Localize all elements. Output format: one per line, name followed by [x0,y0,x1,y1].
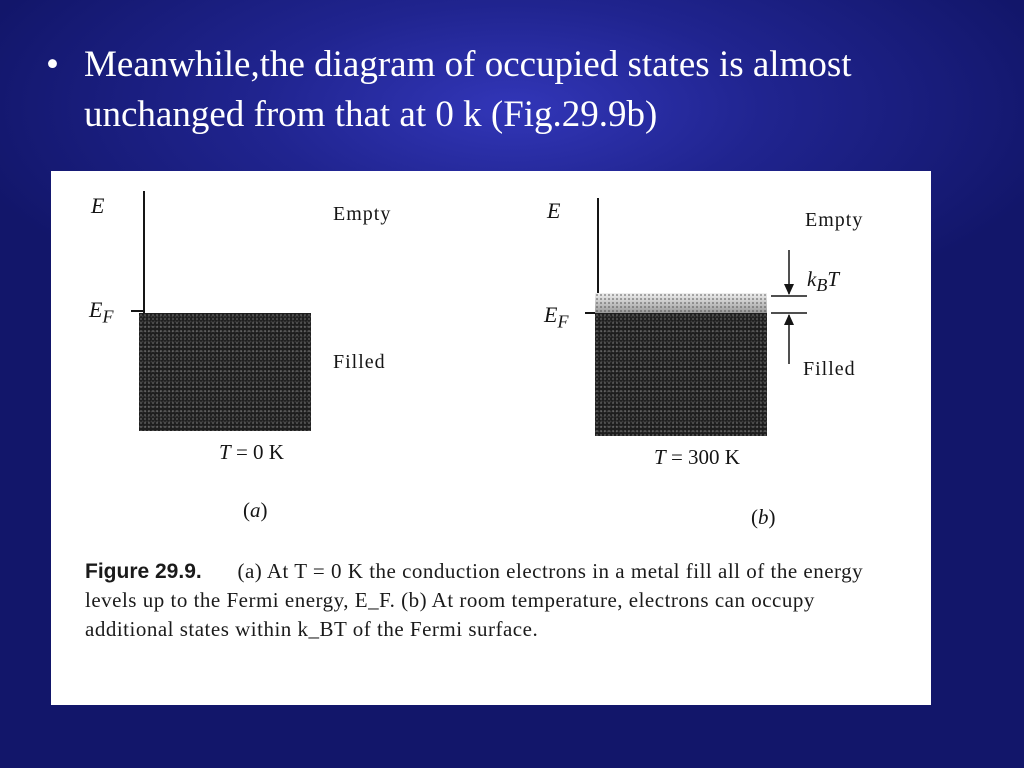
fermi-level-label-a [89,297,113,327]
panel-letter-b [751,505,776,530]
energy-axis-label-b: E [547,198,561,223]
kbt-subscript: B [816,275,828,296]
panel-letter-text-b: b [758,505,769,529]
panel-paren-close-b: ) [768,505,776,529]
fermi-subscript-b: F [557,311,569,332]
kbt-up-arrowhead [784,314,794,325]
bullet-point [46,40,976,140]
temp-value-b: = 300 K [670,445,740,469]
temp-symbol-b: T [654,445,666,469]
fermi-tick-a [131,310,145,312]
kbt-label [807,267,839,296]
filled-states-block-a [139,313,311,431]
filled-label-b: Filled [803,358,856,380]
figure-image [51,171,931,705]
empty-label-a: Empty [333,203,392,225]
panel-letter-a [243,498,268,523]
fermi-level-label-b [544,302,568,332]
energy-axis-label-a: E [91,193,105,218]
caption-heading: Figure 29.9. [85,560,202,583]
figure-caption [85,557,905,644]
fermi-label-a: E [89,297,103,322]
kbt-down-arrowhead [784,284,794,295]
empty-label-b: Empty [805,209,864,231]
panel-letter-text-a: a [250,498,261,522]
filled-label-a: Filled [333,351,386,373]
thermal-excitation-band-b [595,293,767,313]
temperature-label-b [654,445,740,470]
panel-paren-open-a: ( [243,498,250,522]
fermi-label-b: E [544,302,558,327]
kbt-k: k [807,267,817,291]
temp-value-a: = 0 K [235,440,284,464]
fermi-subscript-a: F [102,306,114,327]
filled-states-block-b [595,313,767,436]
temperature-label-a [219,440,284,465]
bullet-text: Meanwhile,the diagram of occupied states is almost unchanged from that at 0 k (Fig.29.9b) [84,44,852,135]
temp-symbol-a: T [219,440,231,464]
kbt-arrows [769,246,809,366]
bullet-icon: • [46,44,59,85]
panel-paren-open-b: ( [751,505,758,529]
kbt-t: T [827,267,840,291]
panel-paren-close-a: ) [260,498,268,522]
caption-text: (a) At T = 0 K the conduction electrons in a metal fill all of the energy levels up to the Fermi energy, E_F. (b) At room temperature, electrons can occupy additional states within k_BT of the Fermi surface. [85,559,864,641]
